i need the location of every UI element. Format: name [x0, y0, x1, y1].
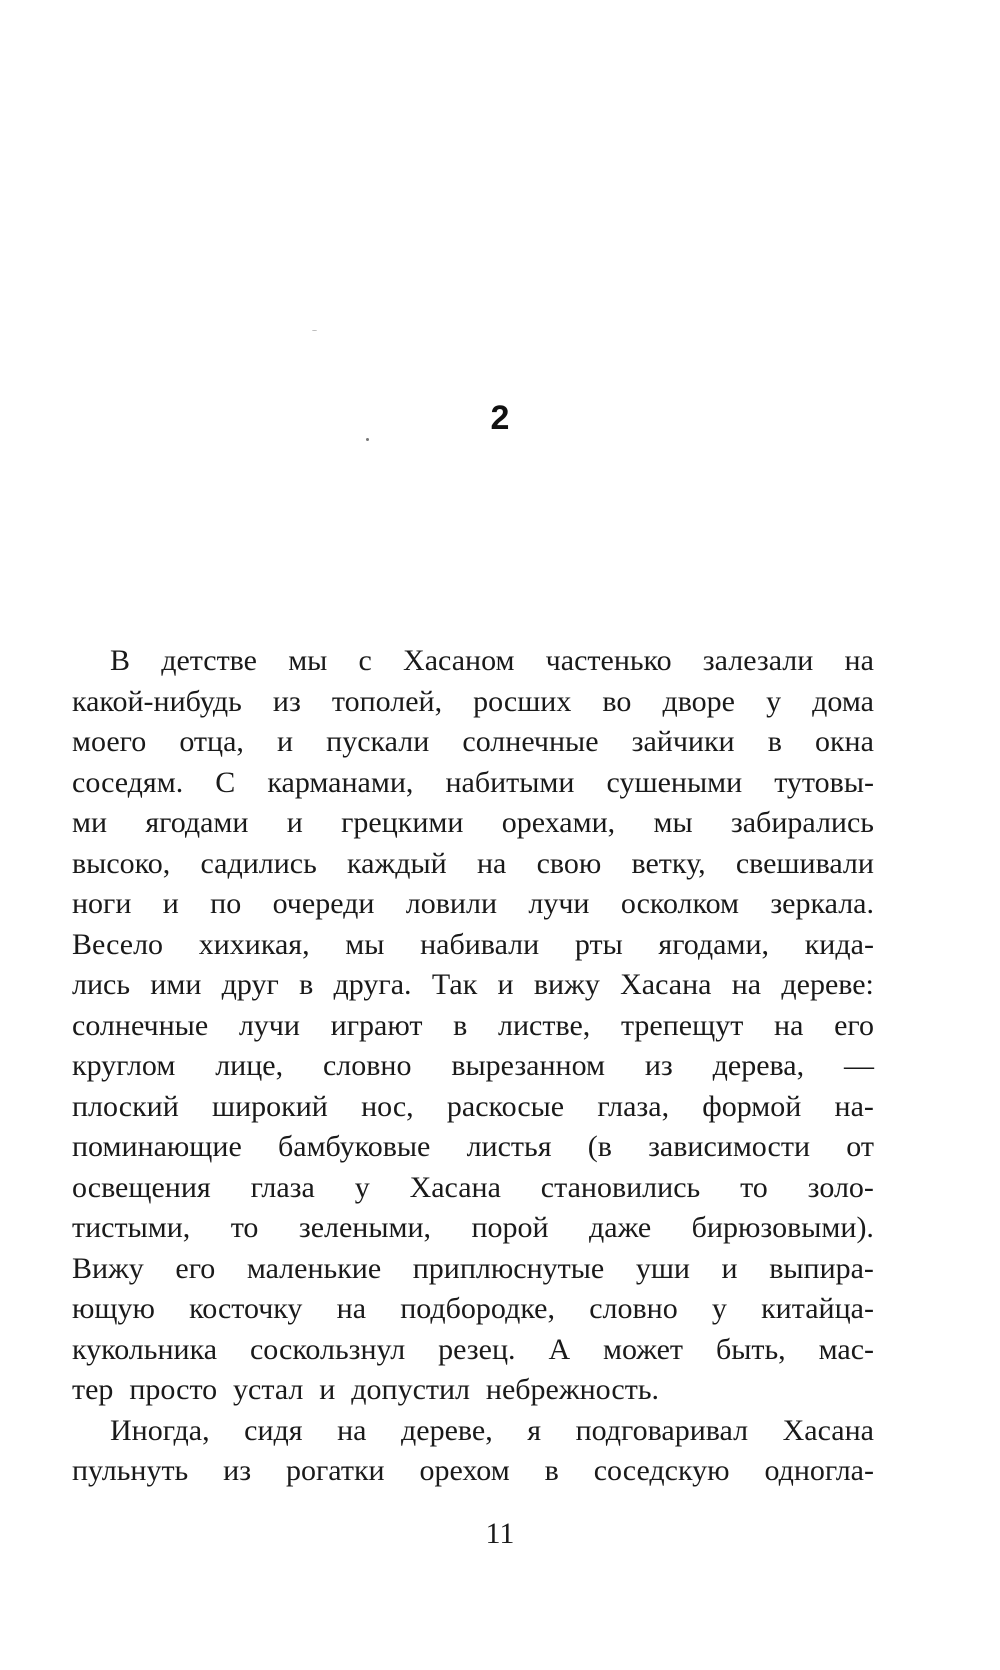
- word: вырезанном: [451, 1049, 606, 1082]
- word: нос,: [361, 1089, 414, 1123]
- word: детстве: [161, 644, 257, 677]
- text-line: [72, 641, 874, 682]
- word: в: [453, 1008, 468, 1042]
- word: набитыми: [445, 765, 575, 799]
- word: глаза,: [597, 1089, 670, 1123]
- word: тистыми,: [72, 1211, 191, 1244]
- word: на: [731, 968, 762, 1001]
- word: у: [711, 1292, 727, 1325]
- chapter-number: 2: [490, 399, 510, 437]
- text-line: [72, 1330, 874, 1371]
- word: лучи: [528, 887, 590, 920]
- word: даже: [589, 1211, 652, 1244]
- word: дома: [812, 684, 874, 718]
- word: грецкими: [341, 806, 464, 839]
- word: забирались: [730, 806, 874, 839]
- word: глаза: [250, 1170, 315, 1204]
- word: на: [476, 846, 507, 880]
- word: в: [299, 968, 314, 1001]
- word: мы: [345, 927, 385, 961]
- word: мы: [288, 644, 328, 677]
- word: Хасана: [409, 1170, 501, 1204]
- text-line: [72, 844, 874, 885]
- word: дерева,: [712, 1049, 805, 1082]
- word: орехом: [419, 1454, 510, 1487]
- word: и: [277, 725, 294, 758]
- word: Хасана: [620, 968, 712, 1001]
- word: лись: [72, 968, 131, 1001]
- word: зависимости: [648, 1130, 811, 1163]
- text-line: [72, 1249, 874, 1290]
- word: друга.: [333, 968, 412, 1001]
- word: в: [544, 1454, 559, 1487]
- word: Весело: [72, 927, 164, 961]
- word: ягодами,: [658, 927, 770, 961]
- word: (в: [587, 1130, 612, 1163]
- word: китайца-: [761, 1292, 874, 1325]
- word: окна: [814, 725, 874, 758]
- word: я: [527, 1413, 542, 1447]
- text-line: тер просто устал и допустил небрежность.: [72, 1373, 660, 1406]
- word: и: [286, 806, 303, 839]
- word: В: [110, 644, 131, 677]
- word: формой: [702, 1089, 802, 1123]
- text-line: [72, 1087, 874, 1128]
- word: подговаривал: [575, 1413, 749, 1447]
- word: набивали: [420, 927, 540, 961]
- word: круглом: [72, 1049, 176, 1082]
- word: орехами,: [501, 806, 616, 839]
- word: на: [774, 1008, 804, 1042]
- word: может: [603, 1332, 684, 1366]
- word: на: [337, 1413, 367, 1447]
- word: раскосые: [446, 1089, 565, 1123]
- word: росших: [473, 684, 572, 718]
- word: бамбуковые: [277, 1130, 431, 1163]
- text-line: [72, 1451, 874, 1492]
- word: становились: [540, 1170, 701, 1204]
- word: ноги: [72, 887, 132, 920]
- word: дереве:: [781, 968, 874, 1001]
- text-line: [72, 1289, 874, 1330]
- word: С: [215, 765, 236, 799]
- word: Хасаном: [403, 644, 515, 677]
- word: очереди: [272, 887, 375, 920]
- print-speck: [312, 330, 317, 331]
- word: резец.: [438, 1332, 516, 1366]
- word: свою: [536, 846, 602, 880]
- word: какой-нибудь: [72, 684, 242, 718]
- word: словно: [589, 1292, 678, 1325]
- word: уши: [635, 1251, 690, 1285]
- word: от: [846, 1130, 874, 1163]
- word: ми: [72, 806, 108, 839]
- word: карманами,: [267, 765, 414, 799]
- word: мы: [653, 806, 693, 839]
- word: солнечные: [462, 725, 599, 758]
- word: его: [175, 1251, 216, 1285]
- word: солнечные: [72, 1008, 209, 1042]
- word: листве,: [498, 1008, 591, 1042]
- word: у: [766, 684, 782, 718]
- text-line: [72, 1127, 874, 1168]
- word: бирюзовыми).: [691, 1211, 874, 1244]
- word: Хасана: [782, 1413, 874, 1447]
- word: сушеными: [606, 765, 743, 799]
- word: ими: [150, 968, 202, 1001]
- word: мас-: [818, 1332, 874, 1366]
- word: моего: [72, 725, 147, 758]
- text-line: [72, 722, 874, 763]
- word: дворе: [662, 684, 735, 718]
- word: маленькие: [246, 1251, 382, 1285]
- word: Иногда,: [110, 1413, 210, 1447]
- word: на: [336, 1292, 367, 1325]
- text-line: [72, 1168, 874, 1209]
- text-line: [72, 1046, 874, 1087]
- word: подбородке,: [400, 1292, 555, 1325]
- word: трепещут: [620, 1008, 744, 1042]
- word: Вижу: [72, 1251, 144, 1285]
- word: из: [644, 1049, 673, 1082]
- word: широкий: [212, 1089, 328, 1123]
- word: соседям.: [72, 765, 184, 799]
- word: во: [602, 684, 632, 718]
- word: кукольника: [72, 1332, 218, 1366]
- word: из: [223, 1454, 252, 1487]
- word: из: [272, 684, 301, 718]
- word: лице,: [215, 1049, 284, 1082]
- word: быть,: [715, 1332, 786, 1366]
- word: свешивали: [735, 846, 874, 880]
- word: сидя: [244, 1413, 303, 1447]
- text-line: [72, 884, 874, 925]
- page-number: 11: [485, 1517, 515, 1550]
- word: то: [740, 1170, 768, 1204]
- word: ветку,: [631, 846, 706, 880]
- word: вижу: [533, 968, 600, 1001]
- word: у: [354, 1170, 370, 1204]
- word: его: [834, 1008, 874, 1042]
- text-line: [72, 1006, 874, 1047]
- word: дереве,: [401, 1413, 493, 1447]
- word: золо-: [807, 1170, 874, 1204]
- word: —: [843, 1049, 874, 1082]
- word: рогатки: [286, 1454, 385, 1487]
- word: залезали: [702, 644, 814, 677]
- word: словно: [322, 1049, 412, 1082]
- word: играют: [330, 1008, 423, 1042]
- word: на-: [834, 1089, 874, 1123]
- word: А: [548, 1332, 571, 1366]
- text-line: [72, 925, 874, 966]
- word: соскользнул: [249, 1332, 406, 1366]
- text-line: [72, 1411, 874, 1452]
- word: тополей,: [331, 684, 443, 718]
- word: высоко,: [72, 846, 171, 880]
- body-text: [72, 641, 874, 1492]
- word: листья: [466, 1130, 552, 1163]
- word: порой: [471, 1211, 549, 1244]
- word: ягодами: [145, 806, 249, 839]
- word: с: [358, 644, 372, 677]
- text-line: [72, 803, 874, 844]
- word: осколком: [620, 887, 739, 920]
- word: лучи: [238, 1008, 300, 1042]
- word: кида-: [804, 927, 874, 961]
- word: приплюснутые: [412, 1251, 605, 1285]
- word: выпира-: [769, 1251, 874, 1285]
- word: каждый: [347, 846, 447, 880]
- word: пульнуть: [72, 1454, 189, 1487]
- word: Так: [431, 968, 478, 1001]
- word: в: [767, 725, 782, 758]
- word: по: [210, 887, 242, 920]
- word: зайчики: [631, 725, 735, 758]
- word: отца,: [179, 725, 244, 758]
- word: частенько: [545, 644, 672, 677]
- word: ловили: [405, 887, 498, 920]
- word: рты: [574, 927, 623, 961]
- word: плоский: [72, 1089, 179, 1123]
- word: соседскую: [593, 1454, 730, 1487]
- word: тутовы-: [774, 765, 874, 799]
- print-speck: [366, 438, 369, 441]
- word: зеркала.: [770, 887, 874, 920]
- text-line: [72, 763, 874, 804]
- text-line: [72, 682, 874, 723]
- word: зелеными,: [298, 1211, 432, 1244]
- word: освещения: [72, 1170, 211, 1204]
- word: друг: [221, 968, 279, 1001]
- word: косточку: [189, 1292, 303, 1325]
- text-line: [72, 965, 874, 1006]
- text-line: [72, 1208, 874, 1249]
- word: и: [721, 1251, 738, 1285]
- word: на: [844, 644, 874, 677]
- word: садились: [200, 846, 317, 880]
- word: пускали: [326, 725, 430, 758]
- word: то: [230, 1211, 259, 1244]
- word: хихикая,: [198, 927, 310, 961]
- word: ющую: [72, 1292, 155, 1325]
- word: одногла-: [764, 1454, 874, 1487]
- word: и: [497, 968, 514, 1001]
- word: поминающие: [72, 1130, 242, 1163]
- word: и: [162, 887, 179, 920]
